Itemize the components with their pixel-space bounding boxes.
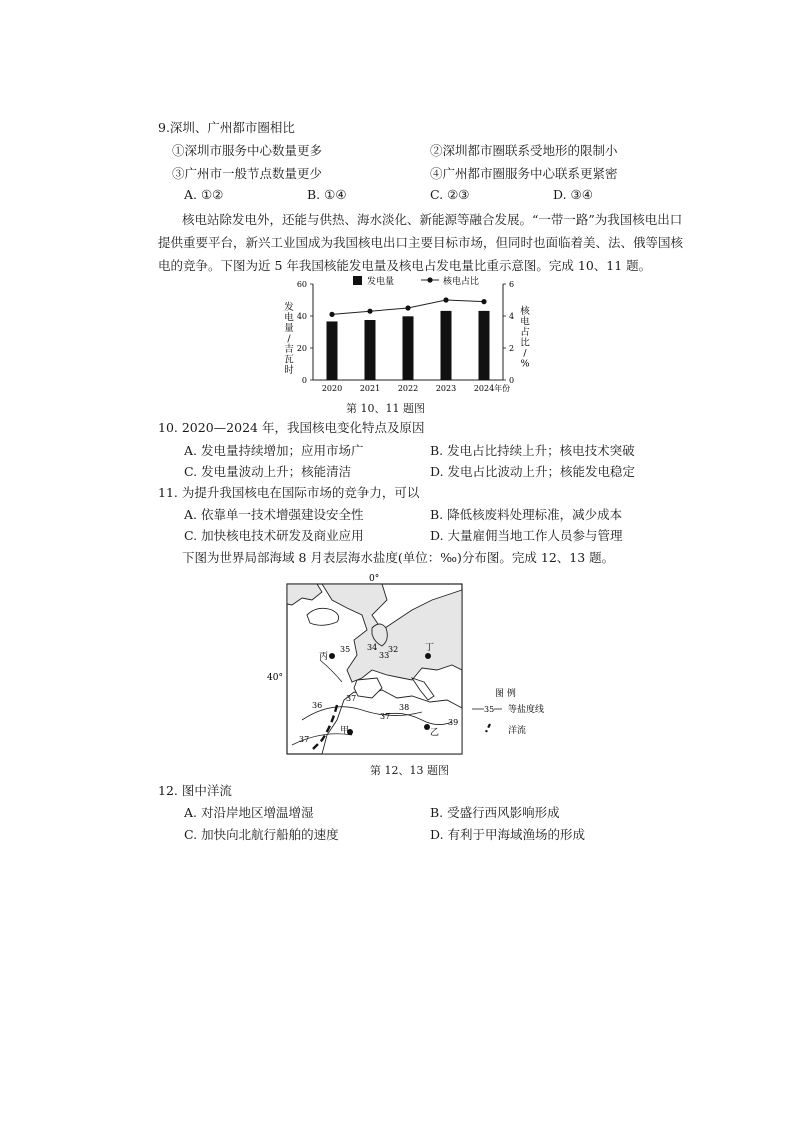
y-axis-label-char: 电 bbox=[284, 312, 294, 324]
y2-tick-label: 0 bbox=[509, 376, 515, 385]
latitude-label: 40° bbox=[267, 673, 283, 683]
legend-line-label: 核电占比 bbox=[443, 277, 480, 287]
y-tick-label: 60 bbox=[296, 280, 307, 289]
place-label: 丙 bbox=[319, 652, 329, 662]
bar bbox=[441, 311, 452, 380]
question-9-option-a: A. ①② bbox=[184, 187, 224, 202]
x-tick-label: 2020 bbox=[321, 384, 343, 393]
isoline-label: 37 bbox=[346, 694, 357, 703]
longitude-label: 0° bbox=[369, 574, 380, 584]
passage-1-line: 核电站除发电外，还能与供热、海水淡化、新能源等融合发展。“一带一路”为我国核电出口 bbox=[182, 212, 683, 227]
x-tick-label: 2021 bbox=[359, 384, 381, 393]
isoline-label: 32 bbox=[388, 645, 399, 654]
legend-title: 图 例 bbox=[495, 689, 516, 699]
question-9-option-c: C. ②③ bbox=[430, 187, 470, 202]
legend-bar-swatch bbox=[353, 276, 362, 285]
isoline-label: 37 bbox=[380, 712, 391, 721]
question-11-option-a: A. 依靠单一技术增强建设安全性 bbox=[184, 507, 364, 522]
question-11-stem: 11. 为提升我国核电在国际市场的竞争力，可以 bbox=[158, 485, 420, 500]
y2-axis-label-char: 占 bbox=[520, 327, 530, 338]
question-12-option-b: B. 受盛行西风影响形成 bbox=[430, 805, 560, 820]
share-point bbox=[405, 305, 410, 310]
legend-sample: 35 bbox=[484, 705, 495, 714]
y-axis-label-char: 发 bbox=[284, 302, 294, 313]
legend-label-isoline: 等盐度线 bbox=[508, 705, 545, 715]
question-11-option-c: C. 加快核电技术研发及商业应用 bbox=[184, 528, 364, 543]
legend-bar-label: 发电量 bbox=[367, 277, 395, 287]
passage-2: 下图为世界局部海域 8 月表层海水盐度(单位：‰)分布图。完成 12、13 题。 bbox=[182, 550, 615, 565]
salinity-map bbox=[262, 570, 582, 770]
question-9-item: ②深圳都市圈联系受地形的限制小 bbox=[430, 143, 618, 158]
legend-line-marker bbox=[427, 277, 432, 282]
island bbox=[307, 608, 339, 625]
isoline-label: 38 bbox=[399, 703, 410, 712]
y-tick-label: 20 bbox=[296, 344, 307, 353]
share-point bbox=[329, 312, 334, 317]
isoline-label: 34 bbox=[367, 643, 378, 652]
nuclear-power-chart bbox=[275, 272, 535, 402]
y-axis-label-char: ∕ bbox=[287, 333, 291, 345]
legend-current-icon bbox=[486, 724, 490, 732]
y-tick-label: 0 bbox=[301, 376, 307, 385]
x-tick-label: 2022 bbox=[397, 384, 419, 393]
question-9-option-d: D. ③④ bbox=[553, 187, 593, 202]
question-10-option-a: A. 发电量持续增加；应用市场广 bbox=[184, 443, 364, 458]
question-10-option-c: C. 发电量波动上升；核能清洁 bbox=[184, 464, 352, 479]
y-axis-label-char: 瓦 bbox=[284, 354, 294, 366]
question-9-item: ④广州都市圈服务中心联系更紧密 bbox=[430, 166, 618, 181]
y-tick-label: 40 bbox=[296, 312, 307, 321]
y2-axis-label-char: 电 bbox=[520, 316, 530, 328]
share-point bbox=[443, 297, 448, 302]
question-11-option-d: D. 大量雇佣当地工作人员参与管理 bbox=[430, 528, 623, 543]
question-10-option-d: D. 发电占比波动上升；核能发电稳定 bbox=[430, 464, 636, 479]
question-12-option-d: D. 有利于甲海域渔场的形成 bbox=[430, 827, 586, 842]
question-10-option-b: B. 发电占比持续上升；核电技术突破 bbox=[430, 443, 635, 458]
isoline-label: 33 bbox=[379, 651, 390, 660]
question-9-item: ①深圳市服务中心数量更多 bbox=[172, 143, 323, 158]
passage-1-line: 提供重要平台，新兴工业国成为我国核电出口主要目标市场，但同时也面临着美、法、俄等国核 bbox=[158, 235, 684, 250]
y2-axis-label-char: / bbox=[523, 348, 527, 359]
y-axis-label-char: 量 bbox=[284, 323, 294, 334]
bar bbox=[365, 320, 376, 380]
y2-axis-label-char: 核 bbox=[520, 306, 530, 317]
y-axis-label-char: 时 bbox=[284, 365, 294, 376]
x-tick-label: 2023 bbox=[435, 384, 457, 393]
y2-tick-label: 6 bbox=[509, 280, 515, 289]
share-point bbox=[367, 309, 372, 314]
question-12-stem: 12. 图中洋流 bbox=[158, 783, 232, 798]
question-9-option-b: B. ①④ bbox=[307, 187, 347, 202]
question-12-option-c: C. 加快向北航行船舶的速度 bbox=[184, 827, 339, 842]
y2-axis-label-char: 比 bbox=[520, 337, 530, 349]
isoline-label: 39 bbox=[448, 718, 459, 727]
y2-tick-label: 2 bbox=[509, 344, 515, 353]
map-caption: 第 12、13 题图 bbox=[370, 764, 449, 777]
question-9-item: ③广州市一般节点数量更少 bbox=[172, 166, 323, 181]
legend-label-current: 洋流 bbox=[508, 726, 527, 736]
question-10-stem: 10. 2020—2024 年，我国核电变化特点及原因 bbox=[158, 420, 425, 435]
bar bbox=[479, 311, 490, 380]
share-point bbox=[481, 299, 486, 304]
passage-1-line: 电的竞争。下图为近 5 年我国核能发电量及核电占发电量比重示意图。完成 10、11 题。 bbox=[158, 258, 652, 273]
bar bbox=[403, 316, 414, 380]
isoline-label: 36 bbox=[312, 701, 323, 710]
place-label: 甲 bbox=[340, 726, 350, 736]
isoline-label: 37 bbox=[299, 735, 310, 744]
isoline-label: 35 bbox=[340, 645, 351, 654]
question-9-stem: 9.深圳、广州都市圈相比 bbox=[158, 120, 295, 135]
y2-axis-label-char: % bbox=[520, 358, 530, 370]
y-axis-label-char: 吉 bbox=[284, 344, 294, 355]
question-11-option-b: B. 降低核废料处理标准，减少成本 bbox=[430, 507, 623, 522]
question-12-option-a: A. 对沿岸地区增温增湿 bbox=[184, 805, 314, 820]
bar bbox=[327, 321, 338, 380]
y2-tick-label: 4 bbox=[509, 312, 515, 321]
place-label: 乙 bbox=[430, 728, 440, 738]
x-tick-label: 2024年份 bbox=[473, 384, 511, 393]
place-label: 丁 bbox=[425, 643, 435, 653]
chart-caption: 第 10、11 题图 bbox=[346, 402, 425, 415]
